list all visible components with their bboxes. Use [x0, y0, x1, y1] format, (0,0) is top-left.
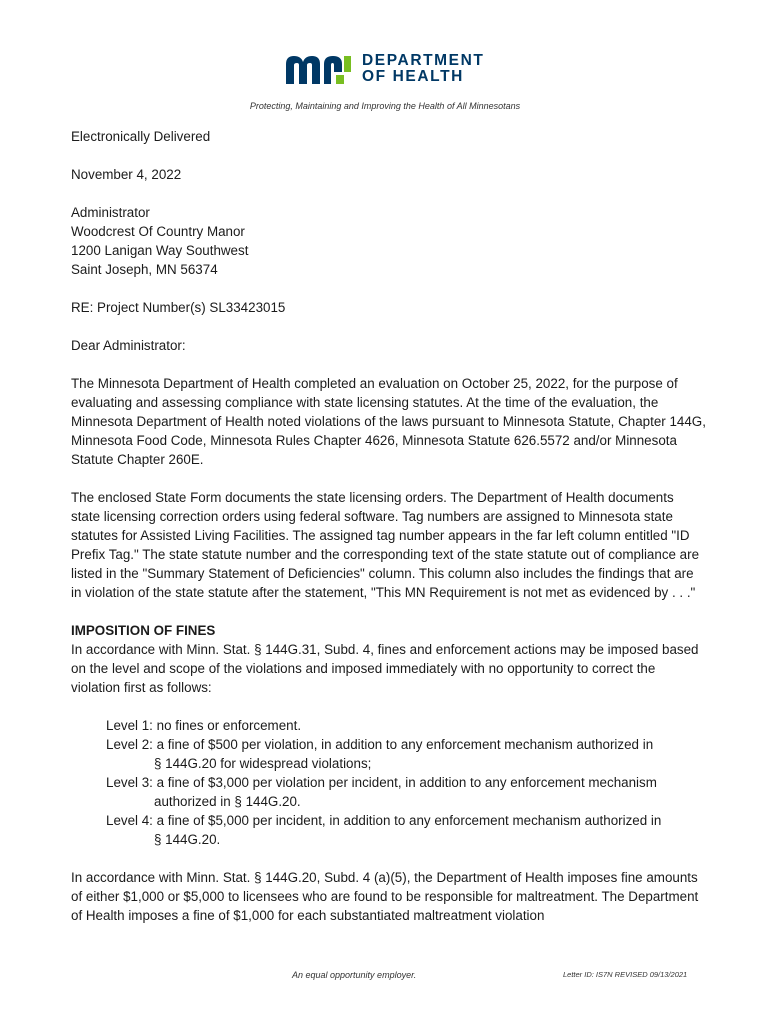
- fines-heading: IMPOSITION OF FINES: [71, 623, 216, 638]
- address-line: 1200 Lanigan Way Southwest: [71, 243, 249, 258]
- letter-date: November 4, 2022: [71, 167, 182, 182]
- paragraph-evaluation: The Minnesota Department of Health completed an evaluation on October 25, 2022, for the purpose of evaluating and assessing compliance with state licensing statutes. At the time of the evaluation, the Minnesota Department of Health noted violations of the laws pursuant to Minnesota Statute, Chapter 144G, Minnesota Food Code, Minnesota Rules Chapter 4626, Minnesota Statute 626.5572 and/or Minnesota Statute Chapter 260E.: [71, 376, 706, 467]
- re-line: RE: Project Number(s) SL33423015: [71, 300, 286, 315]
- level-label: Level 3:: [106, 775, 153, 790]
- level-label: Level 4:: [106, 813, 153, 828]
- mdh-logo: [284, 52, 485, 86]
- level-text-continued: § 144G.20.: [154, 832, 221, 847]
- logo-wordmark: [362, 53, 485, 85]
- level-label: Level 2:: [106, 737, 153, 752]
- address-line: Administrator: [71, 205, 150, 220]
- paragraph-maltreatment: In accordance with Minn. Stat. § 144G.20, Subd. 4 (a)(5), the Department of Health imposes fine amounts of either $1,000 or $5,000 to licensees who are found to be responsible for maltreatment. The Department of Health imposes a fine of $1,000 for each substantiated maltreatment violation: [71, 870, 699, 923]
- level-label: Level 1:: [106, 718, 153, 733]
- level-text-continued: authorized in § 144G.20.: [154, 794, 301, 809]
- letter-body: [71, 127, 706, 944]
- logo-line-2: OF HEALTH: [362, 68, 464, 85]
- list-item: [106, 735, 706, 773]
- mn-logo-icon: [284, 52, 356, 86]
- fine-levels-list: [106, 716, 706, 849]
- level-text: a fine of $3,000 per violation per incident, in addition to any enforcement mechanism: [156, 775, 657, 790]
- level-text-continued: § 144G.20 for widespread violations;: [154, 756, 372, 771]
- level-text: a fine of $5,000 per incident, in addition to any enforcement mechanism authorized in: [156, 813, 662, 828]
- recipient-address: [71, 203, 706, 279]
- list-item: [106, 811, 706, 849]
- address-line: Saint Joseph, MN 56374: [71, 262, 218, 277]
- level-text: a fine of $500 per violation, in addition to any enforcement mechanism authorized in: [156, 737, 654, 752]
- footer-letter-id: Letter ID: IS7N REVISED 09/13/2021: [563, 970, 688, 979]
- footer-eoe: An equal opportunity employer.: [292, 970, 417, 980]
- delivery-method: Electronically Delivered: [71, 129, 211, 144]
- paragraph-fines-intro: In accordance with Minn. Stat. § 144G.31, Subd. 4, fines and enforcement actions may be imposed based on the level and scope of the violations and imposed immediately with no opportunity to correct the violation first as follows:: [71, 642, 699, 695]
- list-item: [106, 716, 706, 735]
- list-item: [106, 773, 706, 811]
- tagline: Protecting, Maintaining and Improving the Health of All Minnesotans: [249, 101, 521, 111]
- salutation: Dear Administrator:: [71, 338, 186, 353]
- paragraph-state-form: The enclosed State Form documents the state licensing orders. The Department of Health documents state licensing correction orders using federal software. Tag numbers are assigned to Minnesota state statutes for Assisted Living Facilities. The assigned tag number appears in the far left column entitled "ID Prefix Tag." The state statute number and the corresponding text of the state statute out of compliance are listed in the "Summary Statement of Deficiencies" column. This column also includes the findings that are in violation of the state statute after the statement, "This MN Requirement is not met as evidenced by . . .": [71, 490, 700, 600]
- address-line: Woodcrest Of Country Manor: [71, 224, 245, 239]
- logo-line-1: DEPARTMENT: [362, 52, 485, 69]
- level-text: no fines or enforcement.: [156, 718, 302, 733]
